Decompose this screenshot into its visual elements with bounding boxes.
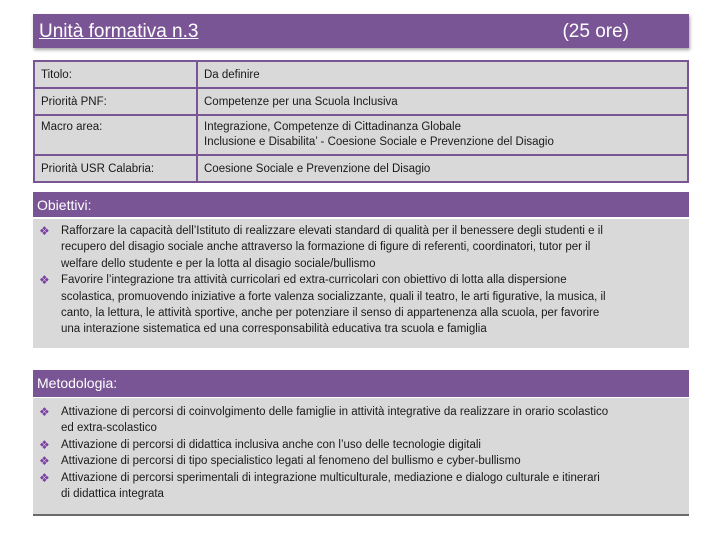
- list-item: [37, 437, 685, 453]
- info-row-priorita-pnf: [34, 88, 688, 115]
- info-value-line: Da definire: [204, 69, 260, 81]
- list-item-line: scolastica, promuovendo iniziative a forte valenza socializzante, quali il teatro, le arti figurative, la musica, il: [61, 290, 606, 303]
- diamond-bullet-icon: ❖: [39, 405, 50, 419]
- list-item-line: Attivazione di percorsi sperimentali di integrazione multiculturale, mediazione e dialogo culturale e itinerari: [61, 471, 600, 484]
- diamond-bullet-icon: ❖: [39, 454, 50, 469]
- metodologia-list: [37, 404, 685, 502]
- list-item-line: recupero del disagio sociale anche attraverso la formazione di figure di referenti, coordinatori, tutor per il: [61, 241, 591, 254]
- info-row-titolo: [34, 61, 688, 88]
- list-item-line: Attivazione di percorsi di didattica inclusiva anche con l’uso delle tecnologie digitali: [61, 438, 481, 451]
- info-label: Priorità PNF:: [34, 88, 197, 115]
- list-item-line: ed extra-scolastico: [61, 422, 157, 435]
- list-item-line: canto, la lettura, le attività sportive, anche per potenziare il senso di appartenenza alla scuola, per favorire: [61, 307, 600, 320]
- list-item-line: welfare dello studente e per la lotta al disagio sociale/bullismo: [61, 257, 376, 270]
- title-bar: [33, 14, 689, 48]
- list-item-line: Attivazione di percorsi di coinvolgimento delle famiglie in attività integrative da realizzare in orario scolastico: [61, 406, 609, 418]
- obiettivi-body: [33, 219, 689, 348]
- info-label: Titolo:: [34, 61, 197, 88]
- info-table: [33, 60, 689, 183]
- list-item-line: una interazione sistematica ed una corresponsabilità educativa tra scuola e famiglia: [61, 323, 487, 336]
- diamond-bullet-icon: ❖: [39, 273, 50, 288]
- obiettivi-list: [37, 223, 683, 338]
- info-value-line: Integrazione, Competenze di Cittadinanza Globale: [204, 121, 461, 133]
- list-item-line: Rafforzare la capacità dell’Istituto di realizzare elevati standard di qualità per il benessere degli studenti e il: [61, 225, 603, 237]
- obiettivi-heading: Obiettivi:: [33, 192, 689, 217]
- list-item: [37, 453, 685, 469]
- info-value: [197, 88, 688, 115]
- list-item: [37, 470, 685, 503]
- list-item: [37, 404, 685, 437]
- diamond-bullet-icon: ❖: [39, 224, 50, 238]
- list-item: [37, 223, 683, 272]
- info-value-line: Competenze per una Scuola Inclusiva: [204, 96, 398, 108]
- list-item: [37, 272, 683, 338]
- unit-hours: (25 ore): [562, 21, 629, 42]
- list-item-line: Attivazione di percorsi di tipo specialistico legati al fenomeno del bullismo e cyber-bullismo: [61, 455, 521, 468]
- metodologia-body: [33, 398, 689, 516]
- diamond-bullet-icon: ❖: [39, 437, 50, 452]
- info-value-line: Inclusione e Disabilita’ - Coesione Sociale e Prevenzione del Disagio: [204, 136, 554, 148]
- diamond-bullet-icon: ❖: [39, 470, 50, 485]
- info-value-line: Coesione Sociale e Prevenzione del Disagio: [204, 163, 431, 175]
- list-item-line: Favorire l’integrazione tra attività curricolari ed extra-curricolari con obiettivo di lotta alla dispersione: [61, 274, 567, 287]
- info-label: Priorità USR Calabria:: [34, 155, 197, 182]
- unit-title: Unità formativa n.3: [39, 21, 199, 42]
- info-value: [197, 115, 688, 155]
- list-item-line: di didattica integrata: [61, 488, 164, 501]
- info-value: [197, 61, 688, 88]
- info-value: [197, 155, 688, 182]
- info-row-priorita-usr: [34, 155, 688, 182]
- info-label: Macro area:: [34, 115, 197, 155]
- metodologia-heading: Metodologia:: [33, 370, 689, 397]
- info-row-macro-area: [34, 115, 688, 155]
